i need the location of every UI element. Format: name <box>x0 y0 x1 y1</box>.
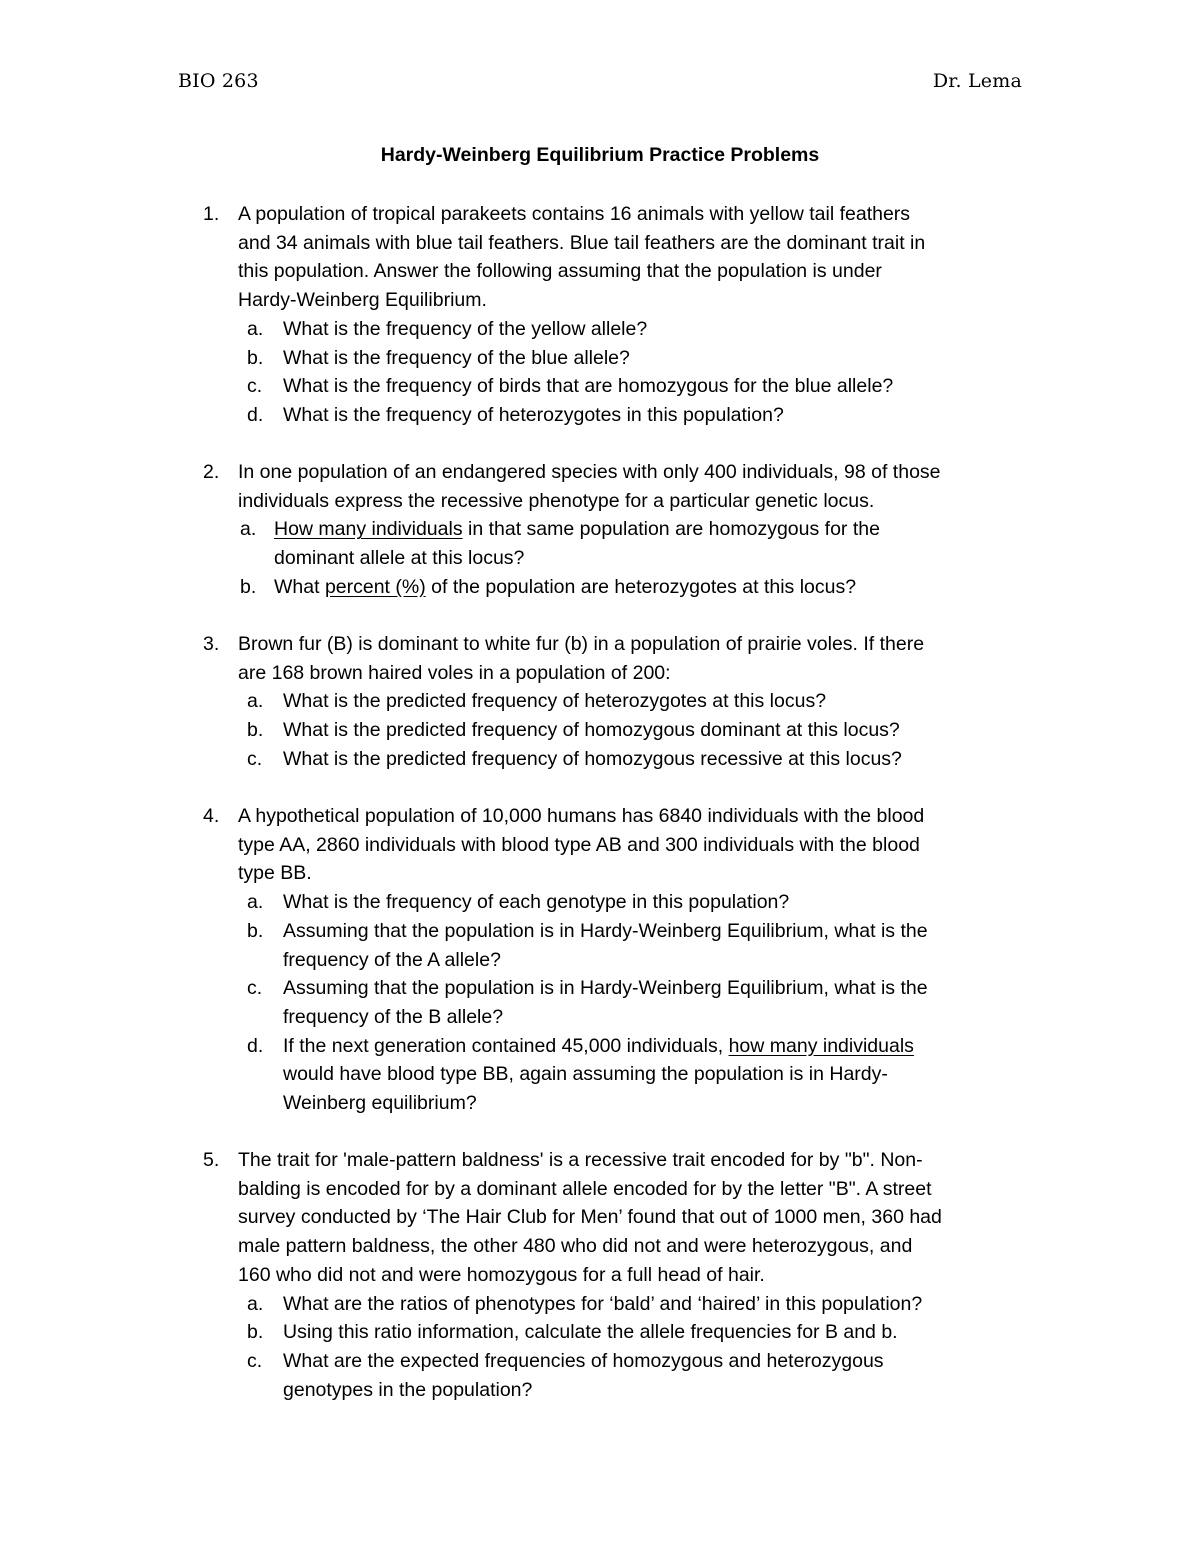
sub-letter: a. <box>240 518 257 541</box>
sub-text <box>283 917 1028 974</box>
sub-letter: b. <box>247 1321 264 1344</box>
sub-text: What is the predicted frequency of homozygous dominant at this locus? <box>283 719 900 742</box>
underlined-phrase: How many individuals <box>274 518 463 541</box>
sub-letter: a. <box>247 690 264 713</box>
sub-letter: b. <box>240 575 257 598</box>
problem-line: Hardy-Weinberg Equilibrium. <box>238 289 487 312</box>
document-title: Hardy-Weinberg Equilibrium Practice Problems <box>380 144 820 166</box>
instructor-name: Dr. Lema <box>932 70 1022 92</box>
sub-text: What are the ratios of phenotypes for ‘bald’ and ‘haired’ in this population? <box>283 1292 923 1315</box>
problem-line: A hypothetical population of 10,000 humans has 6840 individuals with the blood <box>238 805 925 827</box>
problem-line: balding is encoded for by a dominant allele encoded for by the letter "B". A street <box>238 1177 932 1200</box>
sub-text <box>283 1032 1028 1118</box>
sub-letter: c. <box>247 747 263 770</box>
sub-text-line: Weinberg equilibrium? <box>283 1092 477 1114</box>
problem-line: are 168 brown haired voles in a population of 200: <box>238 661 671 684</box>
problem-text <box>238 630 1028 687</box>
sub-text-prefix: If the next generation contained 45,000 individuals, <box>283 1034 729 1057</box>
sub-text: What is the frequency of birds that are homozygous for the blue allele? <box>283 375 894 398</box>
sub-letter: a. <box>247 1292 264 1315</box>
sub-text-line: What are the expected frequencies of homozygous and heterozygous <box>283 1349 884 1372</box>
sub-text-line: genotypes in the population? <box>283 1378 533 1401</box>
underlined-phrase: percent (%) <box>324 575 426 598</box>
sub-text-prefix: What <box>274 575 325 598</box>
sub-letter: d. <box>247 404 264 427</box>
problem-number: 1. <box>203 203 220 225</box>
sub-letter: c. <box>247 1349 263 1372</box>
sub-text <box>283 1347 1028 1404</box>
sub-letter: a. <box>247 318 264 340</box>
sub-text-rest: of the population are heterozygotes at this locus? <box>425 575 857 598</box>
problem-line: individuals express the recessive phenotype for a particular genetic locus. <box>238 489 875 512</box>
problem-line: survey conducted by ‘The Hair Club for Men’ found that out of 1000 men, 360 had <box>238 1206 942 1229</box>
sub-letter: a. <box>247 891 264 914</box>
sub-text: What is the frequency of each genotype in this population? <box>283 891 790 914</box>
sub-text: What is the frequency of heterozygotes in this population? <box>283 404 784 427</box>
problem-line: In one population of an endangered species with only 400 individuals, 98 of those <box>238 461 941 483</box>
sub-text-line: dominant allele at this locus? <box>274 547 525 570</box>
sub-letter: c. <box>247 375 263 398</box>
problem-line: Brown fur (B) is dominant to white fur (b) in a population of prairie voles. If there <box>238 633 925 655</box>
problem-text <box>238 458 1028 515</box>
sub-letter: b. <box>247 919 264 942</box>
sub-text: What is the predicted frequency of heterozygotes at this locus? <box>283 690 827 713</box>
problem-line: this population. Answer the following assuming that the population is under <box>238 260 882 283</box>
sub-text-line: would have blood type BB, again assuming the population is in Hardy- <box>283 1063 888 1086</box>
problem-number: 2. <box>203 461 220 483</box>
problem-text <box>238 200 1028 315</box>
sub-letter: d. <box>247 1034 264 1057</box>
sub-text-line: Assuming that the population is in Hardy-Weinberg Equilibrium, what is the <box>283 977 928 1000</box>
problem-line: type AA, 2860 individuals with blood type AB and 300 individuals with the blood <box>238 833 920 856</box>
problem-number: 4. <box>203 805 220 827</box>
problem-line: The trait for 'male-pattern baldness' is a recessive trait encoded for by "b". Non- <box>238 1149 923 1171</box>
sub-text <box>274 573 1019 602</box>
sub-text: What is the predicted frequency of homozygous recessive at this locus? <box>283 747 902 770</box>
problem-text <box>238 802 1028 888</box>
problem-line: male pattern baldness, the other 480 who did not and were heterozygous, and <box>238 1235 913 1258</box>
sub-text-line: frequency of the B allele? <box>283 1005 504 1028</box>
problem-line: type BB. <box>238 862 312 885</box>
sub-text <box>283 974 1028 1031</box>
sub-letter: b. <box>247 346 264 369</box>
sub-text: What is the frequency of the blue allele? <box>283 346 630 369</box>
sub-letter: c. <box>247 977 263 1000</box>
problem-number: 5. <box>203 1149 220 1171</box>
underlined-phrase: how many individuals <box>728 1034 914 1057</box>
sub-letter: b. <box>247 719 264 742</box>
sub-text <box>274 515 1019 572</box>
problem-line: 160 who did not and were homozygous for a full head of hair. <box>238 1263 765 1286</box>
problem-line: A population of tropical parakeets contains 16 animals with yellow tail feathers <box>238 203 911 225</box>
problem-line: and 34 animals with blue tail feathers. Blue tail feathers are the dominant trait in <box>238 231 926 254</box>
problem-number: 3. <box>203 633 220 655</box>
sub-text: Using this ratio information, calculate the allele frequencies for B and b. <box>283 1321 898 1344</box>
problem-text <box>238 1146 1028 1290</box>
course-code: BIO 263 <box>178 70 259 92</box>
sub-text: What is the frequency of the yellow allele? <box>283 318 648 340</box>
sub-text-line: frequency of the A allele? <box>283 948 501 971</box>
sub-text-rest: in that same population are homozygous for the <box>462 518 880 541</box>
sub-text-line: Assuming that the population is in Hardy-Weinberg Equilibrium, what is the <box>283 919 928 942</box>
